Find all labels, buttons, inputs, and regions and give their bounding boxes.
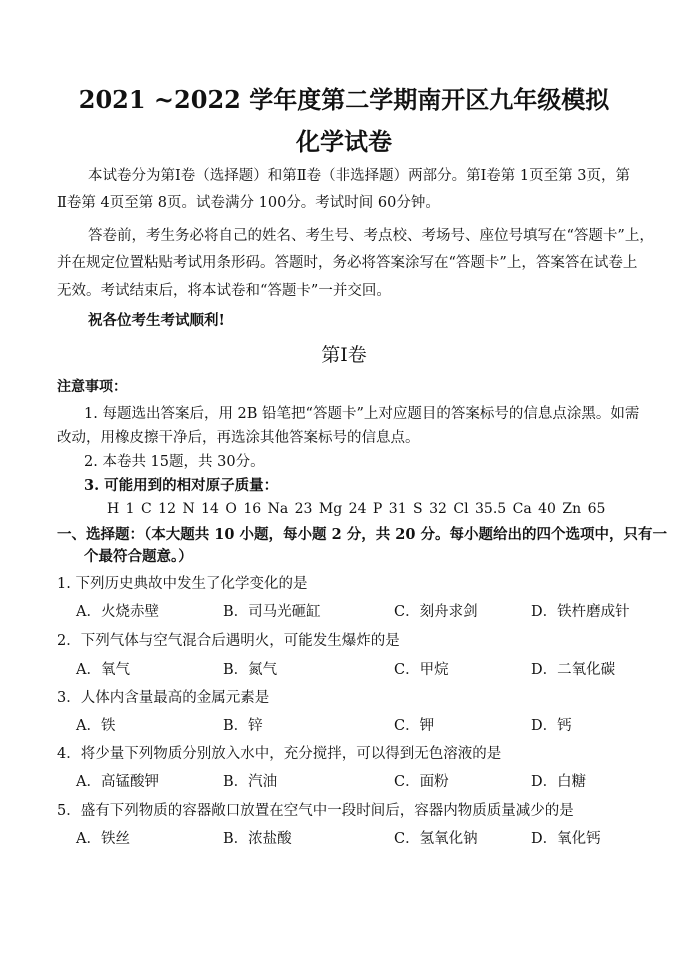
intro-paragraph2-line2: 并在规定位置粘贴考试用条形码。答题时，务必将答案涂写在“答题卡”上，答案答在试卷上 <box>57 255 638 271</box>
question-2-option-b: B．氮气 <box>223 662 278 678</box>
intro-paragraph2-line3: 无效。考试结束后，将本试卷和“答题卡”一并交回。 <box>57 283 391 299</box>
part1-heading-line2: 个最符合题意。） <box>84 548 193 565</box>
question-4-option-b: B．汽油 <box>223 774 278 790</box>
intro-paragraph1-line1: 本试卷分为第Ⅰ卷（选择题）和第Ⅱ卷（非选择题）两部分。第Ⅰ卷第 1页至第 3页，第 <box>88 168 630 184</box>
question-4-stem: 4．将少量下列物质分别放入水中，充分搅拌，可以得到无色溶液的是 <box>57 746 502 762</box>
question-5-option-d: D．氧化钙 <box>531 831 601 847</box>
exam-title-line2: 化学试卷 <box>296 127 392 156</box>
question-5-option-c: C．氢氧化钠 <box>394 831 478 847</box>
exam-title-line1: 2021 ~2022 学年度第二学期南开区九年级模拟 <box>78 85 610 114</box>
good-luck-text: 祝各位考生考试顺利! <box>88 312 225 329</box>
note-1-line2: 改动，用橡皮擦干净后，再选涂其他答案标号的信息点。 <box>57 430 420 446</box>
atomic-masses: H 1 C 12 N 14 O 16 Na 23 Mg 24 P 31 S 32 Cl 35.5 Ca 40 Zn 65 <box>107 501 606 517</box>
question-3-option-a: A．铁 <box>76 718 116 734</box>
question-1-option-b: B．司马光砸缸 <box>223 604 321 620</box>
question-5-option-b: B．浓盐酸 <box>223 831 292 847</box>
question-1-option-a: A．火烧赤壁 <box>76 604 159 620</box>
question-1-option-d: D．铁杵磨成针 <box>531 604 630 620</box>
question-2-option-c: C．甲烷 <box>394 662 449 678</box>
note-2: 2. 本卷共 15题，共 30分。 <box>84 454 265 470</box>
question-4-option-a: A．高锰酸钾 <box>76 774 159 790</box>
part1-heading-line1: 一、选择题：（本大题共 10 小题，每小题 2 分，共 20 分。每小题给出的四个选项中，只有一 <box>57 526 667 543</box>
note-1-line1: 1. 每题选出答案后，用 2B 铅笔把“答题卡”上对应题目的答案标号的信息点涂黑。如需 <box>84 406 640 422</box>
question-5-option-a: A．铁丝 <box>76 831 130 847</box>
question-4-option-d: D．白糖 <box>531 774 587 790</box>
question-3-stem: 3．人体内含量最高的金属元素是 <box>57 690 270 706</box>
question-2-option-a: A．氧气 <box>76 662 130 678</box>
section-title: 第Ⅰ卷 <box>321 344 367 366</box>
question-5-stem: 5．盛有下列物质的容器敞口放置在空气中一段时间后，容器内物质质量减少的是 <box>57 803 574 819</box>
question-4-option-c: C．面粉 <box>394 774 449 790</box>
question-2-stem: 2．下列气体与空气混合后遇明火，可能发生爆炸的是 <box>57 633 400 649</box>
notes-heading: 注意事项： <box>57 379 127 395</box>
question-3-option-b: B．锌 <box>223 718 263 734</box>
question-1-option-c: C．刻舟求剑 <box>394 604 478 620</box>
note-3: 3. 可能用到的相对原子质量： <box>84 477 279 494</box>
question-2-option-d: D．二氧化碳 <box>531 662 616 678</box>
question-3-option-d: D．钙 <box>531 718 572 734</box>
intro-paragraph1-line2: Ⅱ卷第 4页至第 8页。试卷满分 100分。考试时间 60分钟。 <box>57 195 440 211</box>
question-3-option-c: C．钾 <box>394 718 435 734</box>
question-1-stem: 1. 下列历史典故中发生了化学变化的是 <box>57 576 308 592</box>
intro-paragraph2-line1: 答卷前，考生务必将自己的姓名、考生号、考点校、考场号、座位号填写在“答题卡”上， <box>88 228 654 244</box>
